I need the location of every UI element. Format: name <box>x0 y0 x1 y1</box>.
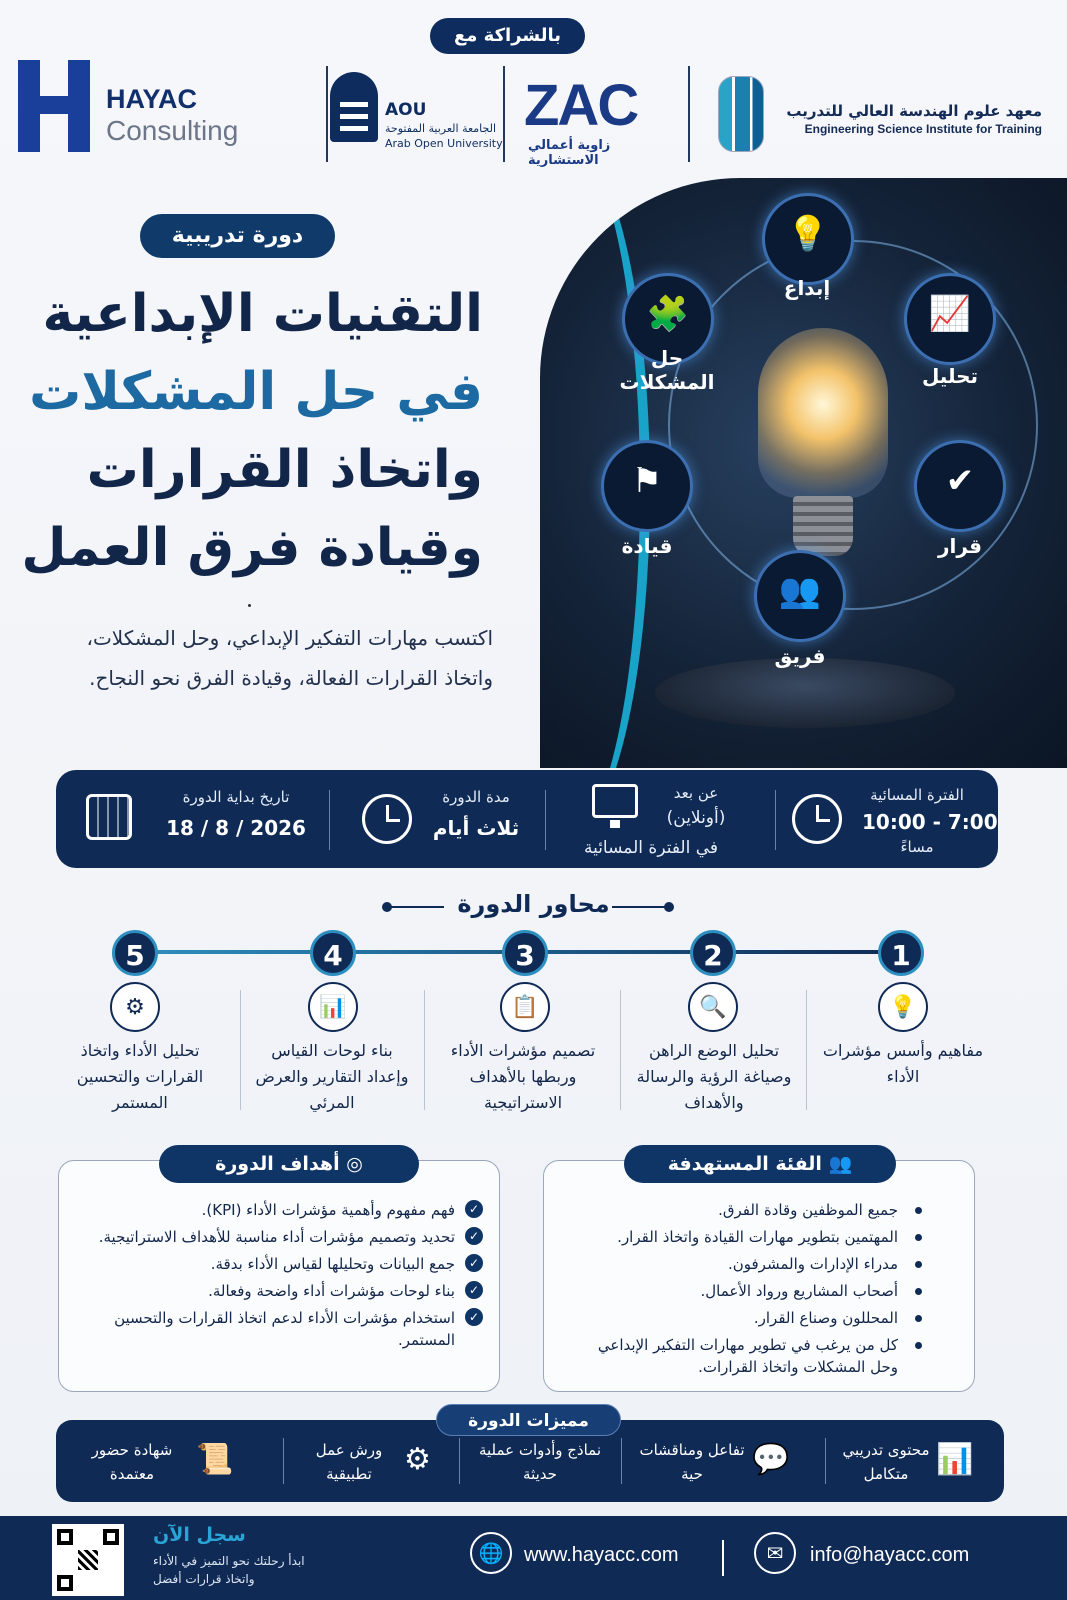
audience-title: الفئة المستهدفة 👥 <box>624 1145 896 1183</box>
hayac-name: HAYAC <box>106 84 198 114</box>
axis-text-3: تصميم مؤشرات الأداء وربطها بالأهداف الاستراتيجية <box>450 1041 596 1112</box>
calendar-icon <box>86 794 132 840</box>
zac-logo: ZAC زاوية أعمالي الاستشارية <box>524 73 638 168</box>
hayac-consulting: Consulting <box>106 115 239 146</box>
axes-title: محاور الدورة <box>457 890 610 918</box>
headline-line-1: التقنيات الإبداعية <box>42 284 483 344</box>
people-icon: 👥 <box>828 1153 853 1175</box>
magnifier-chart-icon: 🔍 <box>688 982 738 1032</box>
aou-emblem-icon <box>330 72 378 142</box>
list-item: أصحاب المشاريع ورواد الأعمال. <box>568 1280 928 1302</box>
features-title: مميزات الدورة <box>436 1404 621 1436</box>
team-node <box>754 550 846 642</box>
audience-box <box>543 1153 975 1392</box>
certificate-icon: 📜 <box>196 1442 234 1477</box>
chat-icon: 💬 <box>752 1442 790 1477</box>
headline-line-4: وقيادة فرق العمل <box>21 518 483 578</box>
globe-icon: 🌐 <box>470 1532 512 1574</box>
list-item: ✓ تحديد وتصميم مؤشرات أداء مناسبة للأهداف الاستراتيجية. <box>75 1226 485 1248</box>
clipboard-icon: 📋 <box>500 982 550 1032</box>
website-link[interactable]: www.hayacc.com <box>524 1544 679 1566</box>
info-period: الفترة المسائية 10:00 - 7:00 مساءً <box>776 770 998 868</box>
course-badge: دورة تدريبية <box>140 214 335 258</box>
axis-text-4: بناء لوحات القياس وإعداد التقارير والعرض المرئي <box>255 1041 409 1112</box>
clock-icon <box>362 794 412 844</box>
feature-item: نماذج وأدوات عملية حديثة <box>460 1420 622 1502</box>
lightbulb-head-icon: 💡 <box>786 214 830 254</box>
audience-list <box>568 1199 928 1383</box>
hayac-h-mark <box>18 60 98 152</box>
pedestal <box>655 658 955 728</box>
analysis-node <box>904 273 996 365</box>
bulb-base <box>793 496 853 556</box>
qr-code[interactable] <box>52 1524 124 1596</box>
list-item: ✓ بناء لوحات مؤشرات أداء واضحة وفعالة. <box>75 1280 485 1302</box>
creativity-node <box>762 193 854 285</box>
step-number: 4 <box>310 930 356 976</box>
objectives-box <box>58 1153 500 1392</box>
feature-item: 💬 تفاعل ومناقشات حية <box>622 1420 826 1502</box>
feature-item: ⚙ ورش عمل تطبيقية <box>284 1420 460 1502</box>
headline-line-2: في حل المشكلات <box>29 362 483 422</box>
workshop-icon: ⚙ <box>404 1442 431 1477</box>
info-start-date: تاريخ بداية الدورة 18 / 8 / 2026 <box>56 770 330 868</box>
list-item: مدراء الإدارات والمشرفون. <box>568 1253 928 1275</box>
decision-node <box>914 440 1006 532</box>
info-duration: مدة الدورة ثلاث أيام <box>330 770 546 868</box>
esi-emblem-icon <box>718 76 764 152</box>
step-number: 5 <box>112 930 158 976</box>
esi-logo: معهد علوم الهندسة العالي للتدريب Engineering Science Institute for Training <box>712 60 1052 165</box>
hayac-logo <box>18 60 278 165</box>
list-item: المهتمين بتطوير مهارات القيادة واتخاذ القرار. <box>568 1226 928 1248</box>
axis-text-2: تحليل الوضع الراهن وصياغة الرؤية والرسالة والأهداف <box>636 1041 792 1112</box>
step-number: 3 <box>502 930 548 976</box>
intro-line-2: واتخاذ القرارات الفعالة، وقيادة الفرق نحو النجاح. <box>89 666 493 690</box>
monitor-icon <box>592 784 638 818</box>
list-item: ✓ جمع البيانات وتحليلها لقياس الأداء بدقة. <box>75 1253 485 1275</box>
partnership-badge: بالشراكة مع <box>430 18 585 54</box>
growth-chart-icon: 📊 <box>308 982 358 1032</box>
clock-icon <box>792 794 842 844</box>
puzzle-icon: 🧩 <box>646 294 690 334</box>
list-item: كل من يرغب في تطوير مهارات التفكير الإبداعي وحل المشكلات واتخاذ القرارات. <box>568 1334 928 1378</box>
mail-icon: ✉ <box>754 1532 796 1574</box>
register-now[interactable]: سجل الآن <box>153 1524 246 1546</box>
team-icon: 👥 <box>778 571 822 611</box>
step-number: 1 <box>878 930 924 976</box>
intro-line-1: اكتسب مهارات التفكير الإبداعي، وحل المشكلات، <box>86 626 493 650</box>
presentation-chart-icon: 📊 <box>936 1442 974 1477</box>
list-item: جميع الموظفين وقادة الفرق. <box>568 1199 928 1221</box>
target-icon: ◎ <box>346 1153 363 1175</box>
footer <box>0 1516 1067 1600</box>
list-item: ✓ استخدام مؤشرات الأداء لدعم اتخاذ القرارات والتحسين المستمر. <box>75 1307 485 1351</box>
objectives-title: أهداف الدورة ◎ <box>159 1145 419 1183</box>
headline-line-3: واتخاذ القرارات <box>86 440 483 500</box>
hero-illustration: 💡 إبداع 📈 تحليل ✔ قرار 👥 فريق ⚑ قيادة 🧩 حل المشكلات <box>540 178 1067 768</box>
partner-logos <box>0 60 1067 170</box>
axis-text-1: مفاهيم وأسس مؤشرات الأداء <box>822 1041 984 1086</box>
gear-icon: ⚙ <box>110 982 160 1032</box>
email-link[interactable]: info@hayacc.com <box>810 1544 970 1566</box>
course-info-bar <box>56 770 998 868</box>
lightbulb-icon <box>758 328 888 498</box>
list-item: المحللون وصناع القرار. <box>568 1307 928 1329</box>
objectives-list <box>75 1199 485 1356</box>
info-mode: عن بعد (أونلاين) في الفترة المسائية <box>546 770 776 868</box>
aou-logo: AOU الجامعة العربية المفتوحة Arab Open University <box>330 60 505 165</box>
feature-item: 📊 محتوى تدريبي متكامل <box>842 1441 974 1483</box>
register-subtitle: ابدأ رحلتك نحو التميز في الأداء واتخاذ قرارات أفضل <box>153 1554 305 1586</box>
step-number: 2 <box>690 930 736 976</box>
list-item: ✓ فهم مفهوم وأهمية مؤشرات الأداء (KPI). <box>75 1199 485 1221</box>
feature-item: 📜 شهادة حضور معتمدة <box>56 1420 284 1502</box>
check-circle-icon: ✔ <box>945 461 975 501</box>
leader-flag-icon: ⚑ <box>631 461 663 501</box>
leadership-node <box>601 440 693 532</box>
axis-text-5: تحليل الأداء واتخاذ القرارات والتحسين المستمر <box>76 1041 204 1112</box>
lightbulb-icon: 💡 <box>878 982 928 1032</box>
bar-chart-icon: 📈 <box>928 294 972 334</box>
